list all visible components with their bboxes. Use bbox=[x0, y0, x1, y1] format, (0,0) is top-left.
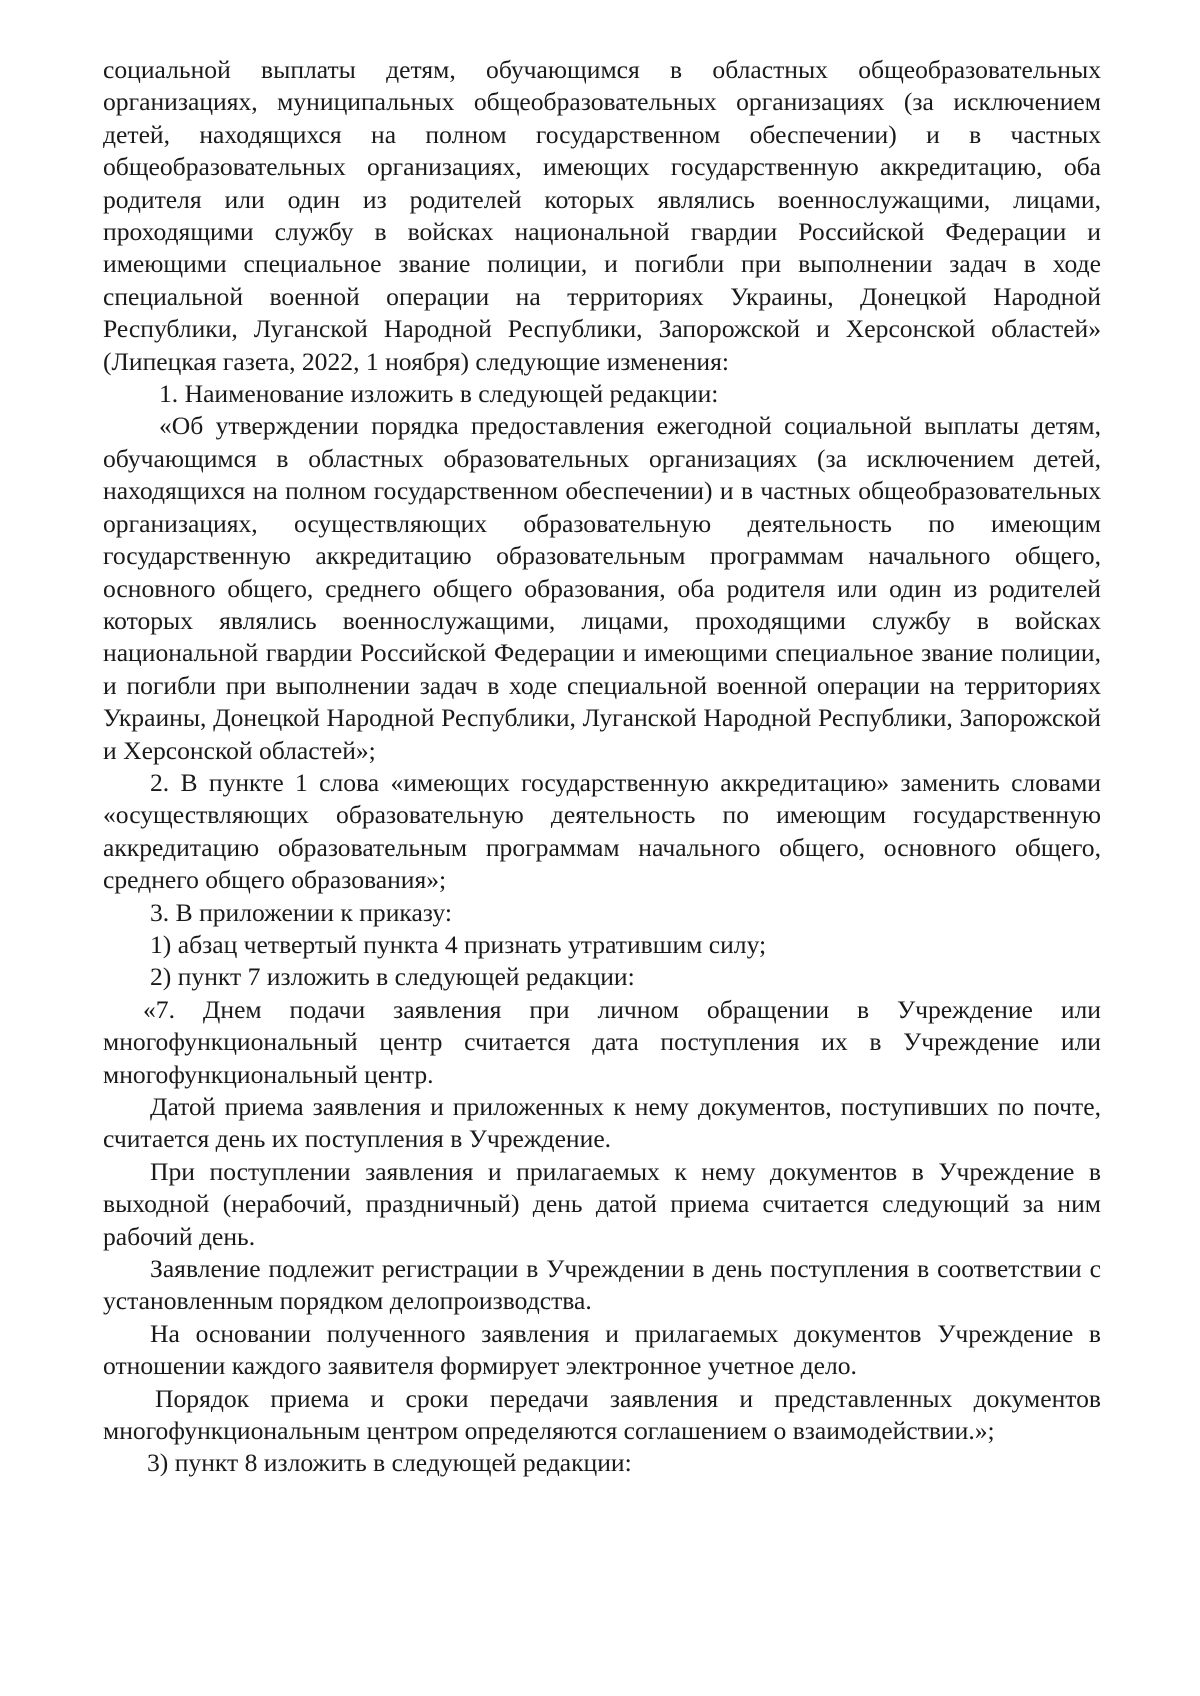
paragraph-item-3: 3. В приложении к приказу: bbox=[150, 897, 452, 927]
paragraph-point-7-quote: «7. Днем подачи заявления при личном обращении в Учреждение или многофункциональный центр считается дата поступления их в Учреждение или многофункциональный центр. bbox=[103, 994, 1101, 1089]
paragraph-new-title-quote: «Об утверждении порядка предоставления ежегодной социальной выплаты детям, обучающимся в областных образовательных организациях (за исключением детей, находящихся на полном государственном обеспечении) и в частных общеобразовательных организациях, осуществляющих образовательную деятельность по имеющим государственную аккредитацию образовательным программам начального общего, основного общего, среднего общего образования, оба родителя или один из родителей которых являлись военнослужащими, лицами, проходящими службу в войсках национальной гвардии Российской Федерации и имеющими специальное звание полиции, и погибли при выполнении задач в ходе специальной военной операции на территориях Украины, Донецкой Народной Республики, Луганской Народной Республики, Запорожской и Херсонской областей»; bbox=[103, 411, 1101, 765]
document-body bbox=[103, 54, 1101, 1480]
paragraph-mail-receipt: Датой приема заявления и приложенных к нему документов, поступивших по почте, считается день их поступления в Учреждение. bbox=[103, 1092, 1101, 1154]
paragraph-item-2: 2. В пункте 1 слова «имеющих государственную аккредитацию» заменить словами «осуществляющих образовательную деятельность по имеющим государственную аккредитацию образовательным программам начального общего, основного общего, среднего общего образования»; bbox=[103, 767, 1101, 895]
paragraph-transfer-order: Порядок приема и сроки передачи заявления и представленных документов многофункциональным центром определяются соглашением о взаимодействии.»; bbox=[103, 1383, 1101, 1446]
paragraph-subitem-1: 1) абзац четвертый пункта 4 признать утратившим силу; bbox=[150, 929, 767, 959]
paragraph-subitem-3: 3) пункт 8 изложить в следующей редакции: bbox=[147, 1448, 632, 1478]
paragraph-registration: Заявление подлежит регистрации в Учреждении в день поступления в соответствии с установленным порядком делопроизводства. bbox=[103, 1254, 1101, 1316]
paragraph-subitem-2: 2) пункт 7 изложить в следующей редакции: bbox=[150, 962, 635, 992]
paragraph-weekend-receipt: При поступлении заявления и прилагаемых к нему документов в Учреждение в выходной (нерабочий, праздничный) день датой приема считается следующий за ним рабочий день. bbox=[103, 1156, 1101, 1251]
paragraph-intro-continuation: социальной выплаты детям, обучающимся в областных общеобразовательных организациях, муниципальных общеобразовательных организациях (за исключением детей, находящихся на полном государственном обеспечении) и в частных общеобразовательных организациях, имеющих государственную аккредитацию, оба родителя или один из родителей которых являлись военнослужащими, лицами, проходящими службу в войсках национальной гвардии Российской Федерации и имеющими специальное звание полиции, и погибли при выполнении задач в ходе специальной военной операции на территориях Украины, Донецкой Народной Республики, Луганской Народной Республики, Запорожской и Херсонской областей» (Липецкая газета, 2022, 1 ноября) следующие изменения: bbox=[103, 55, 1101, 376]
paragraph-item-1: 1. Наименование изложить в следующей редакции: bbox=[159, 379, 719, 409]
paragraph-record-file: На основании полученного заявления и прилагаемых документов Учреждение в отношении каждого заявителя формирует электронное учетное дело. bbox=[103, 1318, 1101, 1381]
